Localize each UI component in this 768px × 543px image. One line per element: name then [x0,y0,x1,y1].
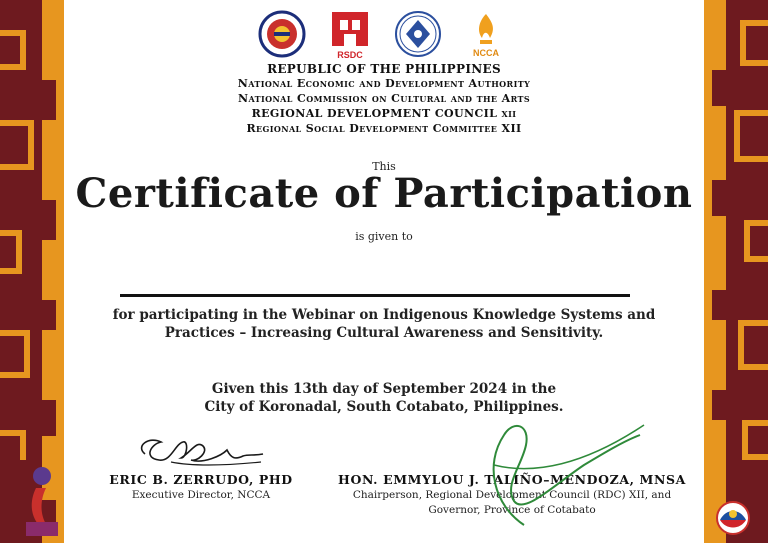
signatory-right-name: HON. EMMYLOU J. TALIÑO–MENDOZA, MNSA [338,472,686,487]
purpose-line-2: Practices – Increasing Cultural Awareness and Sensitivity. [164,325,604,341]
given-line-2: City of Koronadal, South Cotabato, Philippines. [204,399,564,415]
rdc-seal-icon [258,8,306,60]
left-tribal-border [0,0,64,543]
issuing-agencies [64,62,704,136]
signatory-left-position: Executive Director, NCCA [131,489,271,501]
logo-row [64,8,704,60]
header-line-neda: National Economic and Development Authority [237,77,531,90]
purpose-text [94,306,674,342]
signature-left-icon [131,432,271,470]
rsdc-logo-icon [326,8,374,60]
signature-right-icon [464,405,654,535]
signatory-right-position-1: Chairperson, Regional Development Council (RDC) XII, and [352,489,672,501]
given-line-1: Given this 13th day of September 2024 in the [211,381,557,397]
recipient-name-line [120,294,630,297]
header-line-rsdc: Regional Social Development Committee XII [246,122,522,135]
ncca-logo-icon [462,8,510,60]
signatory-left [96,432,306,502]
cultural-heritage-logo-icon [20,464,64,538]
signatory-left-name: ERIC B. ZERRUDO, PHD [109,472,293,487]
ncca-logo-text: NCCA [473,48,499,58]
right-tribal-border [704,0,768,543]
header-line-republic: REPUBLIC OF THE PHILIPPINES [267,62,501,76]
certificate-title: Certificate of Participation [75,170,693,217]
certificate-content [64,0,704,543]
bagong-pilipinas-logo-icon [714,498,752,538]
given-to-text: is given to [355,230,413,243]
header-line-rdc: REGIONAL DEVELOPMENT COUNCIL xii [251,107,517,120]
signatory-right-position-2: Governor, Province of Cotabato [428,504,596,516]
header-line-ncca: National Commission on Cultural and the Arts [237,92,531,105]
rsdc-logo-text: RSDC [337,50,363,60]
neda-seal-icon [394,8,442,60]
pre-title: This [372,160,396,173]
purpose-line-1: for participating in the Webinar on Indigenous Knowledge Systems and [112,307,656,323]
